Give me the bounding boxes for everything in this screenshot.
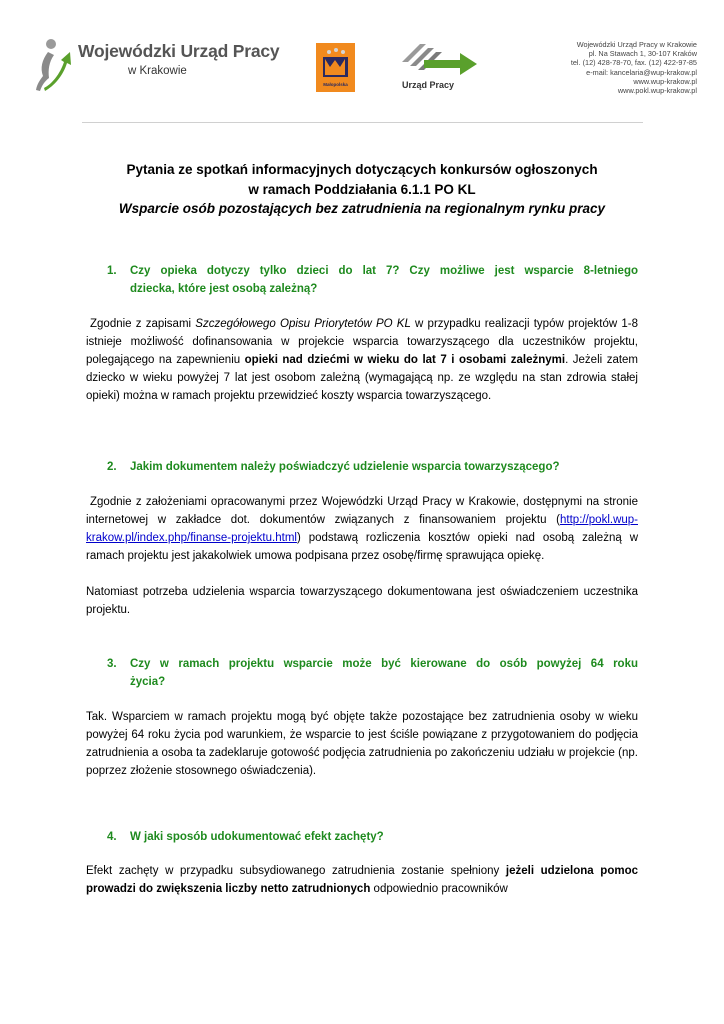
answer-4	[86, 862, 638, 898]
question-text: Czy w ramach projektu wsparcie może być kierowane do osób powyżej 64 roku	[130, 658, 638, 670]
question-text: Czy opieka dotyczy tylko dzieci do lat 7? Czy możliwe jest wsparcie 8-letniego	[130, 265, 638, 277]
title-line: w ramach Poddziałania 6.1.1 PO KL	[248, 181, 476, 197]
running-figure-icon	[34, 38, 74, 92]
urzad-pracy-logo	[400, 40, 480, 95]
urzad-pracy-arrow-icon	[400, 40, 480, 80]
contact-line: pl. Na Stawach 1, 30-107 Kraków	[588, 49, 697, 59]
answer-text: ) podstawą rozliczenia kosztów opieki nad osobą zależną w ramach projektu jest jakakolwiek umowa podpisana przez osobę/firmę sprawująca opiekę.	[86, 532, 638, 563]
contact-block	[571, 40, 697, 95]
contact-website: www.pokl.wup-krakow.pl	[617, 86, 697, 96]
contact-line: tel. (12) 428-78-70, fax. (12) 422-97-85	[570, 58, 697, 68]
malopolska-label: Małopolska	[323, 82, 348, 87]
finanse-projektu-link[interactable]: http://pokl.wup-krakow.pl/index.php/finanse-projektu.html	[86, 514, 638, 545]
question-3	[107, 655, 638, 693]
question-1	[107, 262, 638, 300]
answer-text: Zgodnie z założeniami opracowanymi przez Wojewódzki Urząd Pracy w Krakowie, dostępnymi na stronie internetowej w zakładce dot. dokumentów związanych z finansowaniem projektu (	[86, 496, 638, 527]
question-text: życia?	[130, 676, 166, 688]
answer-2	[86, 493, 638, 565]
answer-text: Tak. Wsparciem w ramach projektu mogą być objęte także pozostające bez zatrudnienia osoby w wieku powyżej 64 roku życia pod warunkiem, że wsparcie to jest ściśle powiązane z przygotowaniem do podjęcia zatrudnienia a osoba ta zadeklaruje gotowość podjęcia zatrudnienia po zakończeniu udziału w projekcie (np. poprzez złożenie stosownego oświadczenia).	[86, 711, 638, 778]
wup-logo	[34, 38, 284, 98]
header-divider	[82, 122, 643, 123]
answer-text: . Jeżeli zatem dziecko w wieku powyżej 7 lat jest osobom zależną (wymagającą np. ze względu na stan zdrowia stałej opieki) można w ramach projektu przewidzieć koszty wsparcia towarzyszącego.	[86, 354, 639, 403]
answer-2-continued	[86, 583, 638, 619]
question-4	[107, 828, 638, 848]
title-line: Pytania ze spotkań informacyjnych dotyczących konkursów ogłoszonych	[126, 162, 598, 177]
answer-text: Natomiast potrzeba udzielenia wsparcia towarzyszącego dokumentowana jest oświadczeniem uczestnika projektu.	[86, 586, 638, 617]
contact-line: Wojewódzki Urząd Pracy w Krakowie	[576, 40, 697, 49]
question-number: 2.	[107, 461, 117, 473]
answer-italic: Szczegółowego Opisu Priorytetów PO KL	[195, 318, 411, 330]
urzad-pracy-label: Urząd Pracy	[402, 80, 455, 90]
answer-text: Zgodnie z zapisami	[90, 318, 196, 330]
contact-email: e-mail: kancelaria@wup-krakow.pl	[586, 67, 697, 77]
contact-website: www.wup-krakow.pl	[633, 76, 697, 86]
answer-1	[86, 315, 638, 405]
question-text: Jakim dokumentem należy poświadczyć udzielenie wsparcia towarzyszącego?	[130, 461, 560, 473]
title-subtitle: Wsparcie osób pozostających bez zatrudnienia na regionalnym rynku pracy	[118, 201, 606, 216]
question-number: 3.	[107, 658, 117, 670]
letterhead	[0, 0, 724, 124]
question-text: dziecka, które jest osobą zależną?	[130, 283, 318, 295]
question-2	[107, 458, 638, 478]
question-number: 1.	[107, 265, 117, 277]
wup-logo-subtitle: w Krakowie	[128, 65, 187, 77]
answer-text: w przypadku realizacji typów projektów 1-8 istnieje możliwość dofinansowania w projekcie wsparcia towarzyszącego dla uczestników projektu, polegającego na zapewnieniu	[86, 318, 639, 367]
answer-bold: jeżeli udzielona pomoc prowadzi do zwiększenia liczby netto zatrudnionych	[86, 865, 638, 896]
malopolska-logo	[316, 43, 355, 92]
answer-bold: opieki nad dziećmi w wieku do lat 7 i osobami zależnymi	[244, 354, 566, 367]
answer-text: Efekt zachęty w przypadku subsydiowanego zatrudnienia zostanie spełniony	[86, 865, 506, 877]
question-text: W jaki sposób udokumentować efekt zachęty?	[130, 831, 384, 843]
answer-text: odpowiednio pracowników	[370, 883, 508, 896]
document-title	[86, 160, 638, 219]
wup-logo-title: Wojewódzki Urząd Pracy	[78, 41, 280, 61]
question-number: 4.	[107, 831, 117, 843]
answer-3	[86, 708, 638, 780]
